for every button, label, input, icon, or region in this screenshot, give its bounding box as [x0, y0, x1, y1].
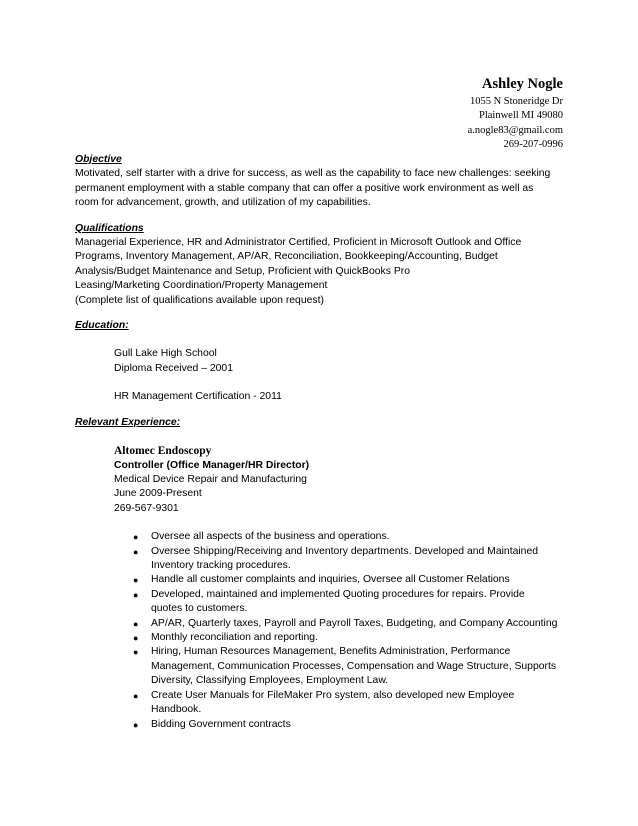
qualifications-line: Managerial Experience, HR and Administrator Certified, Proficient in Microsoft Outlook and Office [75, 237, 522, 249]
bullet-icon: ● [133, 690, 139, 701]
duty-line: Management, Communication Processes, Compensation and Wage Structure, Supports [151, 660, 557, 672]
employment-dates: June 2009-Present [114, 488, 202, 500]
duty-line: Create User Manuals for FileMaker Pro system, also developed new Employee [151, 689, 515, 701]
objective-heading: Objective [75, 154, 122, 165]
experience-heading: Relevant Experience: [75, 416, 181, 428]
resume-body [75, 153, 565, 732]
qualifications-line: Programs, Inventory Management, AP/AR, Reconciliation, Bookkeeping/Accounting, Budget [75, 251, 498, 263]
objective-line: permanent employment with a stable company that can offer a positive work environment as well as [75, 182, 534, 194]
list-item [133, 617, 565, 631]
list-item [133, 530, 565, 544]
email-address: a.nogle83@gmail.com [467, 124, 563, 136]
duty-line: Handle all customer complaints and inquiries, Oversee all Customer Relations [151, 574, 510, 586]
list-item [133, 545, 565, 574]
list-item [133, 588, 565, 617]
list-item [133, 573, 565, 587]
city-address: Plainwell MI 49080 [479, 110, 563, 122]
duty-line: AP/AR, Quarterly taxes, Payroll and Payroll Taxes, Budgeting, and Company Accounting [151, 617, 558, 629]
duty-line: Oversee Shipping/Receiving and Inventory departments. Developed and Maintained [151, 545, 539, 557]
education-diploma: Diploma Received – 2001 [114, 362, 233, 374]
bullet-icon: ● [133, 633, 139, 644]
phone-number: 269-207-0996 [503, 138, 563, 150]
bullet-icon: ● [133, 589, 139, 600]
duty-line: Diversity, Classifying Employees, Employment Law. [151, 675, 389, 687]
duty-line: Inventory tracking procedures. [151, 560, 291, 572]
list-item [133, 718, 565, 732]
duty-line: Handbook. [151, 704, 202, 716]
street-address: 1055 N Stoneridge Dr [469, 96, 563, 107]
list-item [133, 631, 565, 645]
duty-line: Hiring, Human Resources Management, Benefits Administration, Performance [151, 646, 511, 658]
education-certification: HR Management Certification - 2011 [114, 391, 282, 403]
bullet-icon: ● [133, 546, 139, 557]
duty-line: Oversee all aspects of the business and operations. [151, 531, 390, 543]
education-heading: Education: [75, 320, 129, 332]
bullet-icon: ● [133, 618, 139, 629]
qualifications-line: (Complete list of qualifications available upon request) [75, 294, 324, 306]
qualifications-heading: Qualifications [75, 222, 144, 234]
bullet-icon: ● [133, 575, 139, 586]
bullet-icon: ● [133, 532, 139, 543]
bullet-icon: ● [133, 647, 139, 658]
contact-header [468, 75, 563, 152]
education-school: Gull Lake High School [114, 348, 217, 360]
duty-line: quotes to customers. [151, 603, 248, 615]
qualifications-text [75, 236, 565, 308]
list-item [133, 645, 565, 688]
objective-text [75, 167, 565, 210]
duty-line: Monthly reconciliation and reporting. [151, 632, 318, 644]
duty-line: Developed, maintained and implemented Quoting procedures for repairs. Provide [151, 588, 525, 600]
employer-industry: Medical Device Repair and Manufacturing [114, 474, 307, 485]
job-title: Controller (Office Manager/HR Director) [114, 459, 310, 471]
bullet-icon: ● [133, 719, 139, 730]
duties-list [133, 530, 565, 732]
employer-name: Altomec Endoscopy [114, 445, 212, 458]
objective-line: room for advancement, growth, and utilization of my capabilities. [75, 197, 371, 209]
applicant-name: Ashley Nogle [482, 76, 563, 92]
list-item [133, 689, 565, 718]
qualifications-line: Leasing/Marketing Coordination/Property Management [75, 280, 328, 292]
employer-phone: 269-567-9301 [114, 502, 179, 514]
qualifications-line: Analysis/Budget Maintenance and Setup, Proficient with QuickBooks Pro [75, 265, 410, 277]
duty-line: Bidding Government contracts [151, 718, 291, 730]
objective-line: Motivated, self starter with a drive for success, as well as the capability to face new challenges: seeking [75, 168, 551, 180]
